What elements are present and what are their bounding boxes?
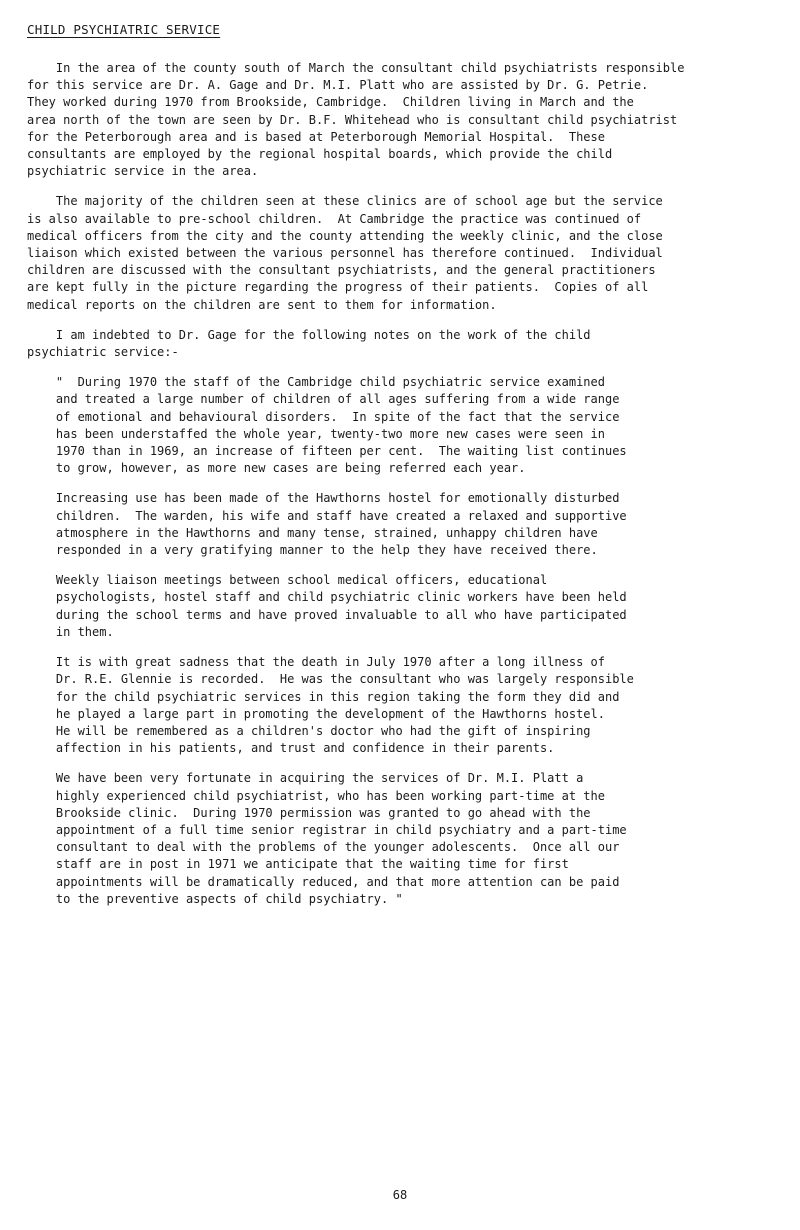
page-number: 68 bbox=[392, 1188, 408, 1202]
paragraph-quote-platt: We have been very fortunate in acquiring the services of Dr. M.I. Platt a highly experienced child psychiatrist, who has been working part-time at the Brookside clinic. During 1970 permission was granted to go ahead with the appointment of a full time senior registrar in child psychiatry and a part-time consultant to deal with the problems of the younger adolescents. Once all our staff are in post in 1971 we anticipate that the waiting time for first appointments will be dramatically reduced, and that more attention can be paid to the preventive aspects of child psychiatry. " bbox=[55, 771, 627, 906]
paragraph-quote-liaison: Weekly liaison meetings between school medical officers, educational psychologists, hostel staff and child psychiatric clinic workers have been held during the school terms and have proved invaluable to all who have participated in them. bbox=[55, 573, 627, 639]
page-title: CHILD PSYCHIATRIC SERVICE bbox=[27, 22, 221, 37]
paragraph-intro-consultants: In the area of the county south of March the consultant child psychiatrists responsible for this service are Dr. A. Gage and Dr. M.I. Platt who are assisted by Dr. G. Petrie. They worked during 1970 from Brookside, Cambridge. Children living in March and the area north of the town are seen by Dr. B.F. Whitehead who is consultant child psychiatrist for the Peterborough area and is based at Peterborough Memorial Hospital. These consultants are employed by the regional hospital boards, which provide the child psychiatric service in the area. bbox=[27, 61, 685, 179]
body-text bbox=[27, 60, 787, 921]
paragraph-quote-hawthorns: Increasing use has been made of the Hawthorns hostel for emotionally disturbed children. The warden, his wife and staff have created a relaxed and supportive atmosphere in the Hawthorns and many tense, strained, unhappy children have responded in a very gratifying manner to the help they have received there. bbox=[55, 491, 627, 558]
paragraph-quote-glennie: It is with great sadness that the death in July 1970 after a long illness of Dr. R.E. Glennie is recorded. He was the consultant who was largely responsible for the child psychiatric services in this region taking the form they did and he played a large part in promoting the development of the Hawthorns hostel. He will be remembered as a children's doctor who had the gift of inspiring affection in his patients, and trust and confidence in their parents. bbox=[55, 655, 634, 756]
paragraph-acknowledgement: I am indebted to Dr. Gage for the following notes on the work of the child psychiatric service:- bbox=[27, 327, 591, 360]
paragraph-clinics: The majority of the children seen at these clinics are of school age but the service is also available to pre-school children. At Cambridge the practice was continued of medical officers from the city and the county attending the weekly clinic, and the close liaison which existed between the various personnel has therefore continued. Individual children are discussed with the consultant psychiatrists, and the general practitioners are kept fully in the picture regarding the progress of their patients. Copies of all medical reports on the children are sent to them for information. bbox=[27, 194, 663, 312]
paragraph-quote-staff: " During 1970 the staff of the Cambridge child psychiatric service examined and treated a large number of children of all ages suffering from a wide range of emotional and behavioural disorders. In spite of the fact that the service has been understaffed the whole year, twenty-two more new cases were seen in 1970 than in 1969, an increase of fifteen per cent. The waiting list continues to grow, however, as more new cases are being referred each year. bbox=[55, 375, 627, 476]
